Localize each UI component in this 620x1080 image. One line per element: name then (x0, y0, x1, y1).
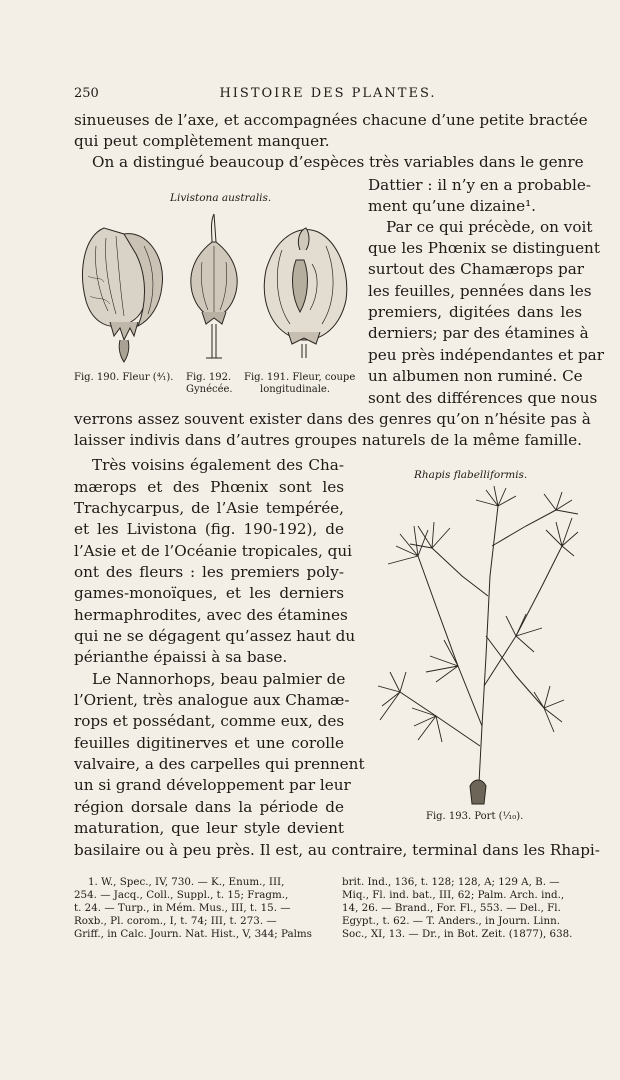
footnote-line: Miq., Fl. ind. bat., III, 62; Palm. Arch. ind., (342, 889, 565, 901)
body-line: les feuilles, pennées dans les (368, 282, 592, 300)
body-line: périanthe épaissi à sa base. (74, 648, 288, 666)
body-line: Le Nannorhops, beau palmier de (92, 670, 346, 688)
footnote-line: Roxb., Pl. corom., I, t. 74; III, t. 273. — (74, 915, 277, 927)
caption-fig193: Fig. 193. Port (¹⁄₁₀). (426, 811, 524, 822)
body-line: valvaire, a des carpelles qui prennent (74, 755, 365, 773)
page-header (74, 86, 582, 106)
body-line: rops et possédant, comme eux, des (74, 712, 345, 730)
body-line: On a distingué beaucoup d’espèces très variables dans le genre (92, 153, 584, 171)
body-line: qui ne se dégagent qu’assez haut du (74, 627, 356, 645)
body-line: surtout des Chamærops par (368, 260, 585, 278)
running-head: HISTOIRE DES PLANTES. (219, 86, 437, 101)
body-line: feuilles digitinerves et une corolle (74, 734, 344, 752)
figure-title-rhapis: Rhapis flabelliformis. (414, 469, 528, 481)
footnote-line: Griff., in Calc. Journ. Nat. Hist., V, 344; Palms (74, 928, 312, 940)
footnote-line: 14, 26. — Brand., For. Fl., 553. — Del., Fl. (342, 902, 561, 914)
body-line: l’Orient, très analogue aux Chamæ- (74, 691, 350, 709)
body-line: qui peut complètement manquer. (74, 132, 330, 150)
caption-fig192-sub: Gynécée. (186, 384, 233, 395)
body-line: laisser indivis dans d’autres groupes naturels de la même famille. (74, 431, 582, 449)
footnote-line: t. 24. — Turp., in Mém. Mus., III, t. 15. — (74, 902, 291, 914)
body-line: un albumen non ruminé. Ce (368, 367, 583, 385)
page-number: 250 (74, 86, 99, 101)
footnote-line: Soc., XI, 13. — Dr., in Bot. Zeit. (1877), 638. (342, 928, 573, 940)
body-line: un si grand développement par leur (74, 776, 351, 794)
body-line: ont des fleurs : les premiers poly- (74, 563, 344, 581)
caption-fig192: Fig. 192. (186, 372, 232, 383)
flower-illustration-fig190 (74, 216, 174, 366)
body-line: derniers; par des étamines à (368, 324, 589, 342)
body-line: maturation, que leur style devient (74, 819, 344, 837)
body-line: basilaire ou à peu près. Il est, au contraire, terminal dans les Rhapi- (74, 841, 600, 859)
body-line: et les Livistona (fig. 190-192), de (74, 520, 344, 538)
body-line: l’Asie et de l’Océanie tropicales, qui (74, 542, 353, 560)
body-line: sont des différences que nous (368, 389, 598, 407)
body-line: hermaphrodites, avec des étamines (74, 606, 348, 624)
footnote-line: 1. W., Spec., IV, 730. — K., Enum., III, (88, 876, 285, 888)
body-line: que les Phœnix se distinguent (368, 239, 600, 257)
footnote-line: brit. Ind., 136, t. 128; 128, A; 129 A, B. — (342, 876, 560, 888)
figure-title-livistona: Livistona australis. (170, 192, 272, 204)
footnote-line: Egypt., t. 62. — T. Anders., in Journ. Linn. (342, 915, 560, 927)
body-line: ment qu’une dizaine¹. (368, 197, 536, 215)
body-line: Trachycarpus, de l’Asie tempérée, (74, 499, 344, 517)
body-line: mærops et des Phœnix sont les (74, 478, 344, 496)
body-line: Dattier : il n’y en a probable- (368, 176, 591, 194)
gynoecium-illustration-fig192 (186, 212, 242, 368)
body-line: peu près indépendantes et par (368, 346, 604, 364)
body-line: Par ce qui précède, on voit (386, 218, 593, 236)
flower-section-illustration-fig191 (256, 220, 352, 364)
caption-fig191-sub: longitudinale. (260, 384, 331, 395)
footnote-line: 254. — Jacq., Coll., Suppl., t. 15; Fragm., (74, 889, 289, 901)
body-line: verrons assez souvent exister dans des genres qu’on n’hésite pas à (74, 410, 591, 428)
body-line: sinueuses de l’axe, et accompagnées chacune d’une petite bractée (74, 111, 588, 129)
body-line: premiers, digitées dans les (368, 303, 582, 321)
caption-fig191: Fig. 191. Fleur, coupe (244, 372, 356, 383)
body-line: région dorsale dans la période de (74, 798, 344, 816)
caption-fig190: Fig. 190. Fleur (⁴⁄₁). (74, 372, 174, 383)
body-line: games-monoïques, et les derniers (74, 584, 344, 602)
palm-illustration-fig193 (366, 486, 580, 806)
body-line: Très voisins également des Cha- (92, 456, 344, 474)
